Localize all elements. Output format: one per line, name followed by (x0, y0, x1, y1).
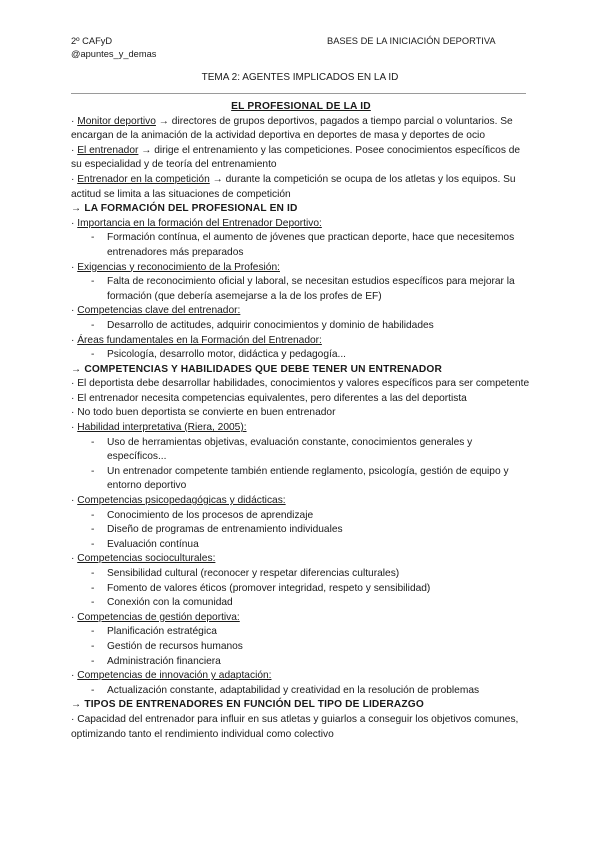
subsection-label-line (71, 261, 531, 276)
definition-term: Monitor deportivo (77, 115, 156, 127)
dash-marker: - (91, 582, 95, 594)
list-item-text: Diseño de programas de entrenamiento individuales (107, 524, 343, 536)
dash-marker: - (91, 232, 95, 244)
dash-marker: - (91, 597, 95, 609)
list-item (71, 523, 531, 538)
text-line: · El entrenador necesita competencias equivalentes, pero diferentes a las del deportista (71, 392, 467, 404)
definition-text: → durante la competición se ocupa de los atletas y los equipos. Su actitud se limita a las situaciones de competición (71, 173, 516, 200)
definition-line (71, 144, 531, 173)
subsection-label-line (71, 217, 531, 232)
bullet-dot: · (71, 553, 78, 565)
bullet-dot: · (71, 144, 78, 156)
list-item-text: Uso de herramientas objetivas, evaluación constante, conocimientos generales y específicos... (107, 436, 473, 463)
formation-list (71, 217, 531, 363)
dash-marker: - (91, 319, 95, 331)
list-item (71, 582, 531, 597)
definition-line (71, 173, 531, 202)
competencies-heading: → COMPETENCIAS Y HABILIDADES QUE DEBE TENER UN ENTRENADOR (71, 363, 442, 375)
bullet-dot: · (71, 305, 78, 317)
dash-marker: - (91, 349, 95, 361)
section-title: EL PROFESIONAL DE LA ID (231, 101, 371, 112)
list-item-text: Un entrenador competente también entiende reglamento, psicología, gestión de equipo y entorno deportivo (107, 465, 509, 492)
subsection-label-line (71, 669, 531, 684)
text-line: · No todo buen deportista se convierte en buen entrenador (71, 407, 336, 419)
subsection-label: Habilidad interpretativa (Riera, 2005): (77, 422, 247, 434)
list-item (71, 596, 531, 611)
list-item-text: Fomento de valores éticos (promover integridad, respeto y sensibilidad) (107, 582, 431, 594)
bullet-dot: · (71, 422, 78, 434)
title-divider (71, 93, 526, 94)
subsection-label-line (71, 334, 531, 349)
leadership-heading: → TIPOS DE ENTRENADORES EN FUNCIÓN DEL TIPO DE LIDERAZGO (71, 699, 424, 711)
leadership-text (71, 713, 531, 742)
text-line: · El deportista debe desarrollar habilidades, conocimientos y valores específicos para ser competente (71, 378, 530, 390)
dash-marker: - (91, 509, 95, 521)
subsection-label: Competencias de gestión deportiva: (77, 611, 240, 623)
list-item-text: Gestión de recursos humanos (107, 640, 243, 652)
list-item-text: Psicología, desarrollo motor, didáctica y pedagogía... (107, 349, 346, 361)
subsection-label: Competencias de innovación y adaptación: (77, 670, 272, 682)
definition-line (71, 115, 531, 144)
bullet-dot: · (71, 261, 78, 273)
definition-text: → directores de grupos deportivos, pagados a tiempo parcial o voluntarios. Se encargan de la animación de la actividad deportiva en deportes de masa y deportes de ocio (71, 115, 513, 142)
dash-marker: - (91, 568, 95, 579)
course-label: 2º CAFyD (71, 36, 113, 46)
list-item-text: Actualización constante, adaptabilidad y creatividad en la resolución de problemas (107, 684, 480, 696)
document-body (71, 100, 531, 742)
dash-marker: - (91, 626, 95, 638)
list-item-text: Administración financiera (107, 655, 221, 667)
subsection-label-line (71, 494, 531, 509)
list-item (71, 348, 531, 363)
competencies-intro (71, 377, 531, 421)
subsection-label-line (71, 611, 531, 626)
subsection-label: Competencias clave del entrenador: (77, 305, 241, 317)
subsection-label: Áreas fundamentales en la Formación del Entrenador: (77, 334, 322, 346)
subsection-label-line (71, 304, 531, 319)
bullet-dot: · (71, 217, 78, 229)
formation-heading: → LA FORMACIÓN DEL PROFESIONAL EN ID (71, 203, 298, 215)
list-item (71, 655, 531, 670)
list-item (71, 275, 531, 304)
subject-label: BASES DE LA INICIACIÓN DEPORTIVA (327, 36, 496, 46)
list-item-text: Desarrollo de actitudes, adquirir conocimientos y dominio de habilidades (107, 319, 434, 331)
list-item-text: Formación contínua, el aumento de jóvenes que practican deporte, hace que necesitemos entrenadores más preparados (107, 232, 515, 258)
bullet-dot: · (71, 334, 78, 346)
text-line: · Capacidad del entrenador para influir en sus atletas y guiarlos a conseguir los objetivos comunes, optimizando tanto el rendimiento individual como colectivo (71, 713, 519, 740)
account-label: @apuntes_y_demas (71, 48, 157, 59)
topic-title: TEMA 2: AGENTES IMPLICADOS EN LA ID (201, 72, 399, 83)
intro-definitions (71, 115, 531, 203)
subsection-label-line (71, 552, 531, 567)
list-item (71, 538, 531, 553)
definition-term: El entrenador (77, 144, 139, 156)
list-item (71, 567, 531, 582)
bullet-dot: · (71, 115, 78, 127)
dash-marker: - (91, 655, 95, 667)
dash-marker: - (91, 436, 95, 448)
list-item (71, 436, 531, 465)
bullet-dot: · (71, 670, 78, 682)
list-item (71, 684, 531, 699)
list-item-text: Conocimiento de los procesos de aprendizaje (107, 509, 314, 521)
list-item (71, 509, 531, 524)
subsection-label: Competencias socioculturales: (77, 553, 216, 565)
list-item (71, 640, 531, 655)
list-item (71, 319, 531, 334)
competencies-list (71, 421, 531, 698)
subsection-label: Competencias psicopedagógicas y didácticas: (77, 495, 286, 507)
dash-marker: - (91, 465, 95, 477)
list-item (71, 625, 531, 640)
dash-marker: - (91, 276, 95, 288)
subsection-label: Exigencias y reconocimiento de la Profesión: (77, 261, 280, 273)
list-item-text: Falta de reconocimiento oficial y laboral, se necesitan estudios específicos para mejorar la formación (que debería asemejarse a la de los profes de EF) (107, 276, 515, 302)
dash-marker: - (91, 524, 95, 536)
definition-text: → dirige el entrenamiento y las competiciones. Posee conocimientos específicos de su especialidad y de teoría del entrenamiento (71, 144, 521, 171)
subsection-label: Importancia en la formación del Entrenador Deportivo: (77, 217, 322, 229)
list-item (71, 231, 531, 260)
dash-marker: - (91, 538, 95, 550)
dash-marker: - (91, 640, 95, 652)
list-item-text: Evaluación contínua (107, 538, 199, 550)
bullet-dot: · (71, 173, 78, 185)
list-item-text: Conexión con la comunidad (107, 597, 233, 609)
definition-term: Entrenador en la competición (77, 173, 210, 185)
list-item (71, 465, 531, 494)
header-left (71, 35, 156, 60)
list-item-text: Sensibilidad cultural (reconocer y respetar diferencias culturales) (107, 568, 400, 579)
bullet-dot: · (71, 611, 78, 623)
dash-marker: - (91, 684, 95, 696)
list-item-text: Planificación estratégica (107, 626, 217, 638)
bullet-dot: · (71, 495, 78, 507)
subsection-label-line (71, 421, 531, 436)
